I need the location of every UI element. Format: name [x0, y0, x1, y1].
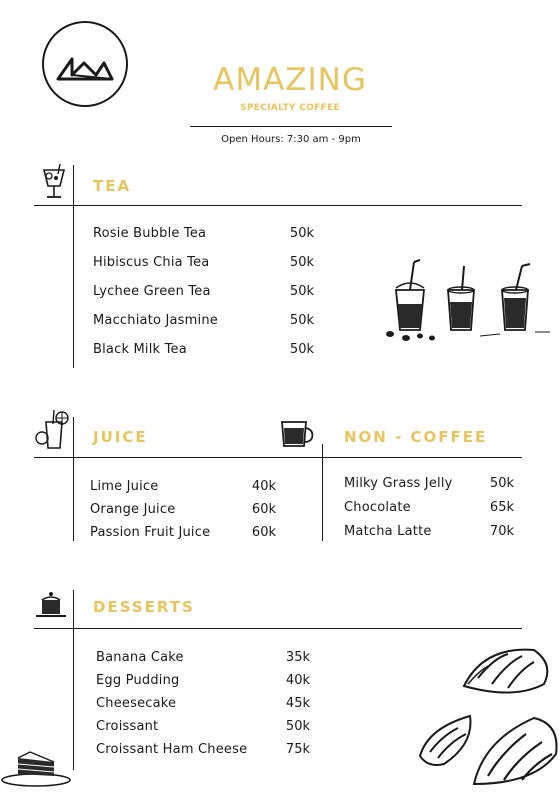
juice-glass-icon: [32, 410, 72, 454]
non-coffee-item-price: 70k: [489, 524, 514, 539]
dessert-item-name: Egg Pudding: [96, 673, 180, 688]
tea-item-name: Rosie Bubble Tea: [93, 226, 207, 241]
tea-divider: [34, 205, 522, 206]
tea-item-price: 50k: [289, 226, 314, 241]
bubble-tea-cups-illustration: [380, 258, 552, 352]
non-coffee-item-price: 65k: [489, 500, 514, 515]
dessert-item-price: 40k: [285, 673, 310, 688]
juice-non-coffee-divider: [34, 457, 522, 458]
tea-item-name: Lychee Green Tea: [93, 284, 211, 299]
desserts-section-title: DESSERTS: [93, 598, 195, 616]
dessert-item-price: 45k: [285, 696, 310, 711]
juice-vertical-rule: [73, 417, 74, 541]
dessert-item-price: 35k: [285, 650, 310, 665]
dessert-item-name: Croissant Ham Cheese: [96, 742, 248, 757]
dessert-item-price: 50k: [285, 719, 310, 734]
croissants-illustration: [414, 644, 560, 796]
juice-item-name: Orange Juice: [90, 502, 176, 517]
juice-item-price: 40k: [251, 479, 276, 494]
juice-item-name: Lime Juice: [90, 479, 159, 494]
tea-item-price: 50k: [289, 255, 314, 270]
brand-tagline: SPECIALTY COFFEE: [240, 103, 340, 113]
column-separator: [322, 444, 323, 541]
non-coffee-item-price: 50k: [489, 476, 514, 491]
mountain-logo-icon: [44, 23, 126, 105]
open-hours: Open Hours: 7:30 am - 9pm: [221, 134, 361, 145]
logo: [42, 21, 128, 107]
brand-name: AMAZING: [213, 62, 367, 98]
tea-item-name: Macchiato Jasmine: [93, 313, 218, 328]
tea-vertical-rule: [73, 165, 74, 368]
tea-section-title: TEA: [93, 177, 132, 195]
juice-item-price: 60k: [251, 502, 276, 517]
dessert-item-name: Croissant: [96, 719, 159, 734]
tea-item-price: 50k: [289, 284, 314, 299]
juice-section-title: JUICE: [93, 428, 148, 446]
tea-item-name: Hibiscus Chia Tea: [93, 255, 210, 270]
cocktail-glass-icon: [38, 164, 70, 206]
non-coffee-item-name: Milky Grass Jelly: [344, 476, 453, 491]
cake-slice-illustration: [0, 748, 72, 792]
juice-item-price: 60k: [251, 525, 276, 540]
juice-item-name: Passion Fruit Juice: [90, 525, 211, 540]
dessert-item-name: Cheesecake: [96, 696, 177, 711]
desserts-divider: [34, 628, 522, 629]
dessert-item-name: Banana Cake: [96, 650, 184, 665]
mug-icon: [280, 418, 316, 454]
tea-item-price: 50k: [289, 313, 314, 328]
non-coffee-section-title: NON - COFFEE: [344, 428, 488, 446]
header-divider: [190, 126, 392, 127]
tea-item-price: 50k: [289, 342, 314, 357]
cake-icon: [34, 590, 68, 624]
desserts-vertical-rule: [73, 590, 74, 770]
non-coffee-item-name: Chocolate: [344, 500, 411, 515]
non-coffee-item-name: Matcha Latte: [344, 524, 432, 539]
dessert-item-price: 75k: [285, 742, 310, 757]
tea-item-name: Black Milk Tea: [93, 342, 187, 357]
